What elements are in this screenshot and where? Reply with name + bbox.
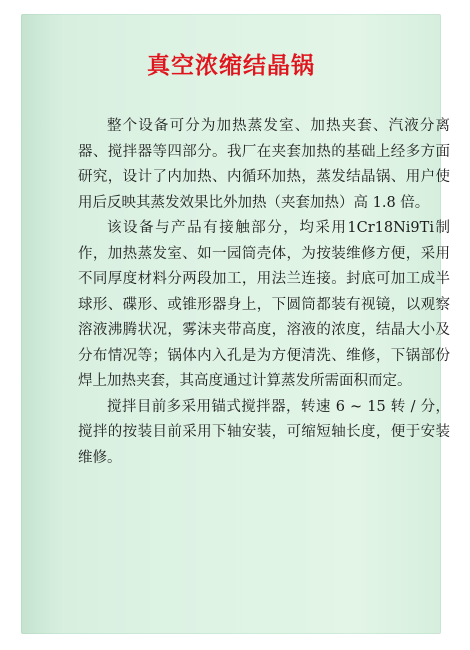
paragraph-agitator: 搅拌目前多采用锚式搅拌器，转速 6 ~ 15 转 / 分，搅拌的按装目前采用下轴安装，可缩短轴长度，便于安装维修。 — [78, 398, 450, 466]
document-body — [78, 114, 450, 471]
paragraph-structure: 整个设备可分为加热蒸发室、加热夹套、汽液分离器、搅拌器等四部分。我厂在夹套加热的基础上经多方面研究，设计了内加热、内循环加热，蒸发结晶锅、用户使用后反映其蒸发效果比外加热（夹套加热）高 1.8 倍。 — [78, 118, 450, 211]
paragraph-materials: 该设备与产品有接触部分，均采用1Cr18Ni9Ti制作，加热蒸发室、如一园筒壳体，为按装维修方便，采用不同厚度材料分两段加工，用法兰连接。封底可加工成半球形、碟形、或锥形器身上，下圆筒都装有视镜，以观察溶液沸腾状况，雾沫夹带高度，溶液的浓度，结晶大小及分布情况等；锅体内入孔是为方便清洗、维修，下锅部份焊上加热夹套，其高度通过计算蒸发所需面积而定。 — [78, 220, 450, 389]
document-title: 真空浓缩结晶锅 — [147, 53, 315, 79]
document-card — [21, 14, 450, 634]
